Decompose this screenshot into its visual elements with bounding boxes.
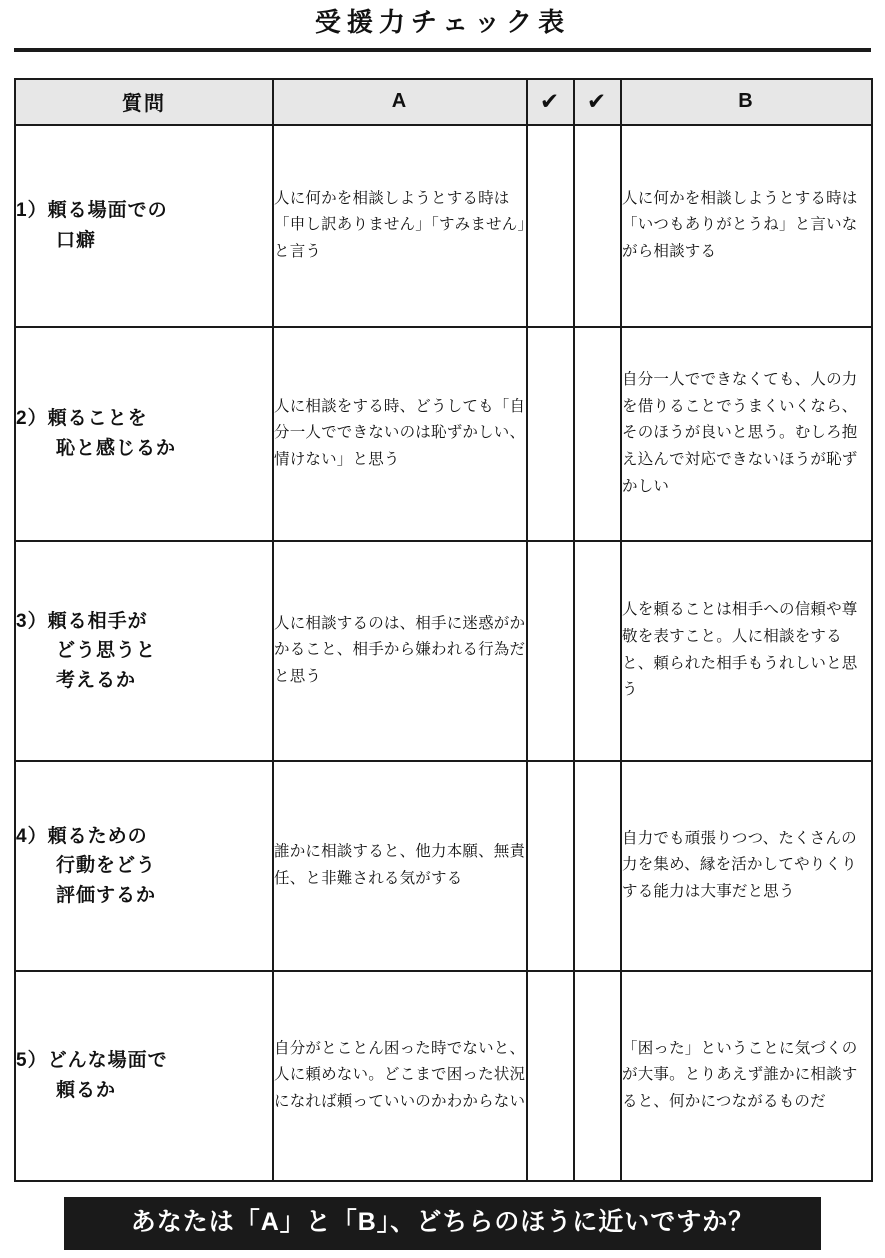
table-header	[15, 79, 872, 125]
table-row	[15, 125, 872, 327]
question-cell: 1）頼る場面での 口癖	[15, 125, 273, 327]
checkbox-b-cell[interactable]	[574, 761, 621, 971]
table-container	[14, 78, 871, 1182]
checkbox-a-cell[interactable]	[527, 541, 574, 761]
option-a-cell: 人に相談するのは、相手に迷惑がかかること、相手から嫌われる行為だと思う	[273, 541, 527, 761]
checkbox-b-cell[interactable]	[574, 125, 621, 327]
option-b-cell: 自分一人でできなくても、人の力を借りることでうまくいくなら、そのほうが良いと思う。むしろ抱え込んで対応できないほうが恥ずかしい	[621, 327, 872, 541]
header-row	[15, 79, 872, 125]
table-row	[15, 327, 872, 541]
footer-banner: あなたは「A」と「B」、どちらのほうに近いですか？	[64, 1197, 821, 1250]
checkbox-a-cell[interactable]	[527, 971, 574, 1181]
checkmark-icon: ✔	[539, 88, 562, 115]
question-cell: 4）頼るための 行動をどう 評価するか	[15, 761, 273, 971]
受援力-check-table	[14, 78, 873, 1182]
table-body	[15, 125, 872, 1181]
option-b-cell: 自力でも頑張りつつ、たくさんの力を集め、縁を活かしてやりくりする能力は大事だと思う	[621, 761, 872, 971]
checkbox-a-cell[interactable]	[527, 761, 574, 971]
option-b-cell: 「困った」ということに気づくのが大事。とりあえず誰かに相談すると、何かにつながるものだ	[621, 971, 872, 1181]
option-b-cell: 人に何かを相談しようとする時は「いつもありがとうね」と言いながら相談する	[621, 125, 872, 327]
checkmark-icon: ✔	[586, 88, 609, 115]
title-block	[0, 0, 885, 40]
table-row	[15, 761, 872, 971]
checkbox-b-cell[interactable]	[574, 541, 621, 761]
option-a-cell: 誰かに相談すると、他力本願、無責任、と非難される気がする	[273, 761, 527, 971]
option-a-cell: 人に何かを相談しようとする時は「申し訳ありません」「すみません」と言う	[273, 125, 527, 327]
checkbox-a-cell[interactable]	[527, 327, 574, 541]
question-cell: 3）頼る相手が どう思うと 考えるか	[15, 541, 273, 761]
question-cell: 2）頼ることを 恥と感じるか	[15, 327, 273, 541]
header-option-b: B	[621, 79, 872, 125]
checkbox-b-cell[interactable]	[574, 327, 621, 541]
checkbox-a-cell[interactable]	[527, 125, 574, 327]
page-title: 受援力チェック表	[314, 7, 571, 37]
option-a-cell: 自分がとことん困った時でないと、人に頼めない。どこまで困った状況になれば頼っていいのかわからない	[273, 971, 527, 1181]
footer	[0, 1197, 885, 1250]
table-row	[15, 971, 872, 1181]
checkbox-b-cell[interactable]	[574, 971, 621, 1181]
option-b-cell: 人を頼ることは相手への信頼や尊敬を表すこと。人に相談をすると、頼られた相手もうれしいと思う	[621, 541, 872, 761]
option-a-cell: 人に相談をする時、どうしても「自分一人でできないのは恥ずかしい、情けない」と思う	[273, 327, 527, 541]
question-cell: 5）どんな場面で 頼るか	[15, 971, 273, 1181]
header-check-b	[574, 79, 621, 125]
header-check-a	[527, 79, 574, 125]
table-row	[15, 541, 872, 761]
header-option-a: A	[273, 79, 527, 125]
header-question: 質問	[15, 79, 273, 125]
title-divider	[14, 48, 871, 52]
